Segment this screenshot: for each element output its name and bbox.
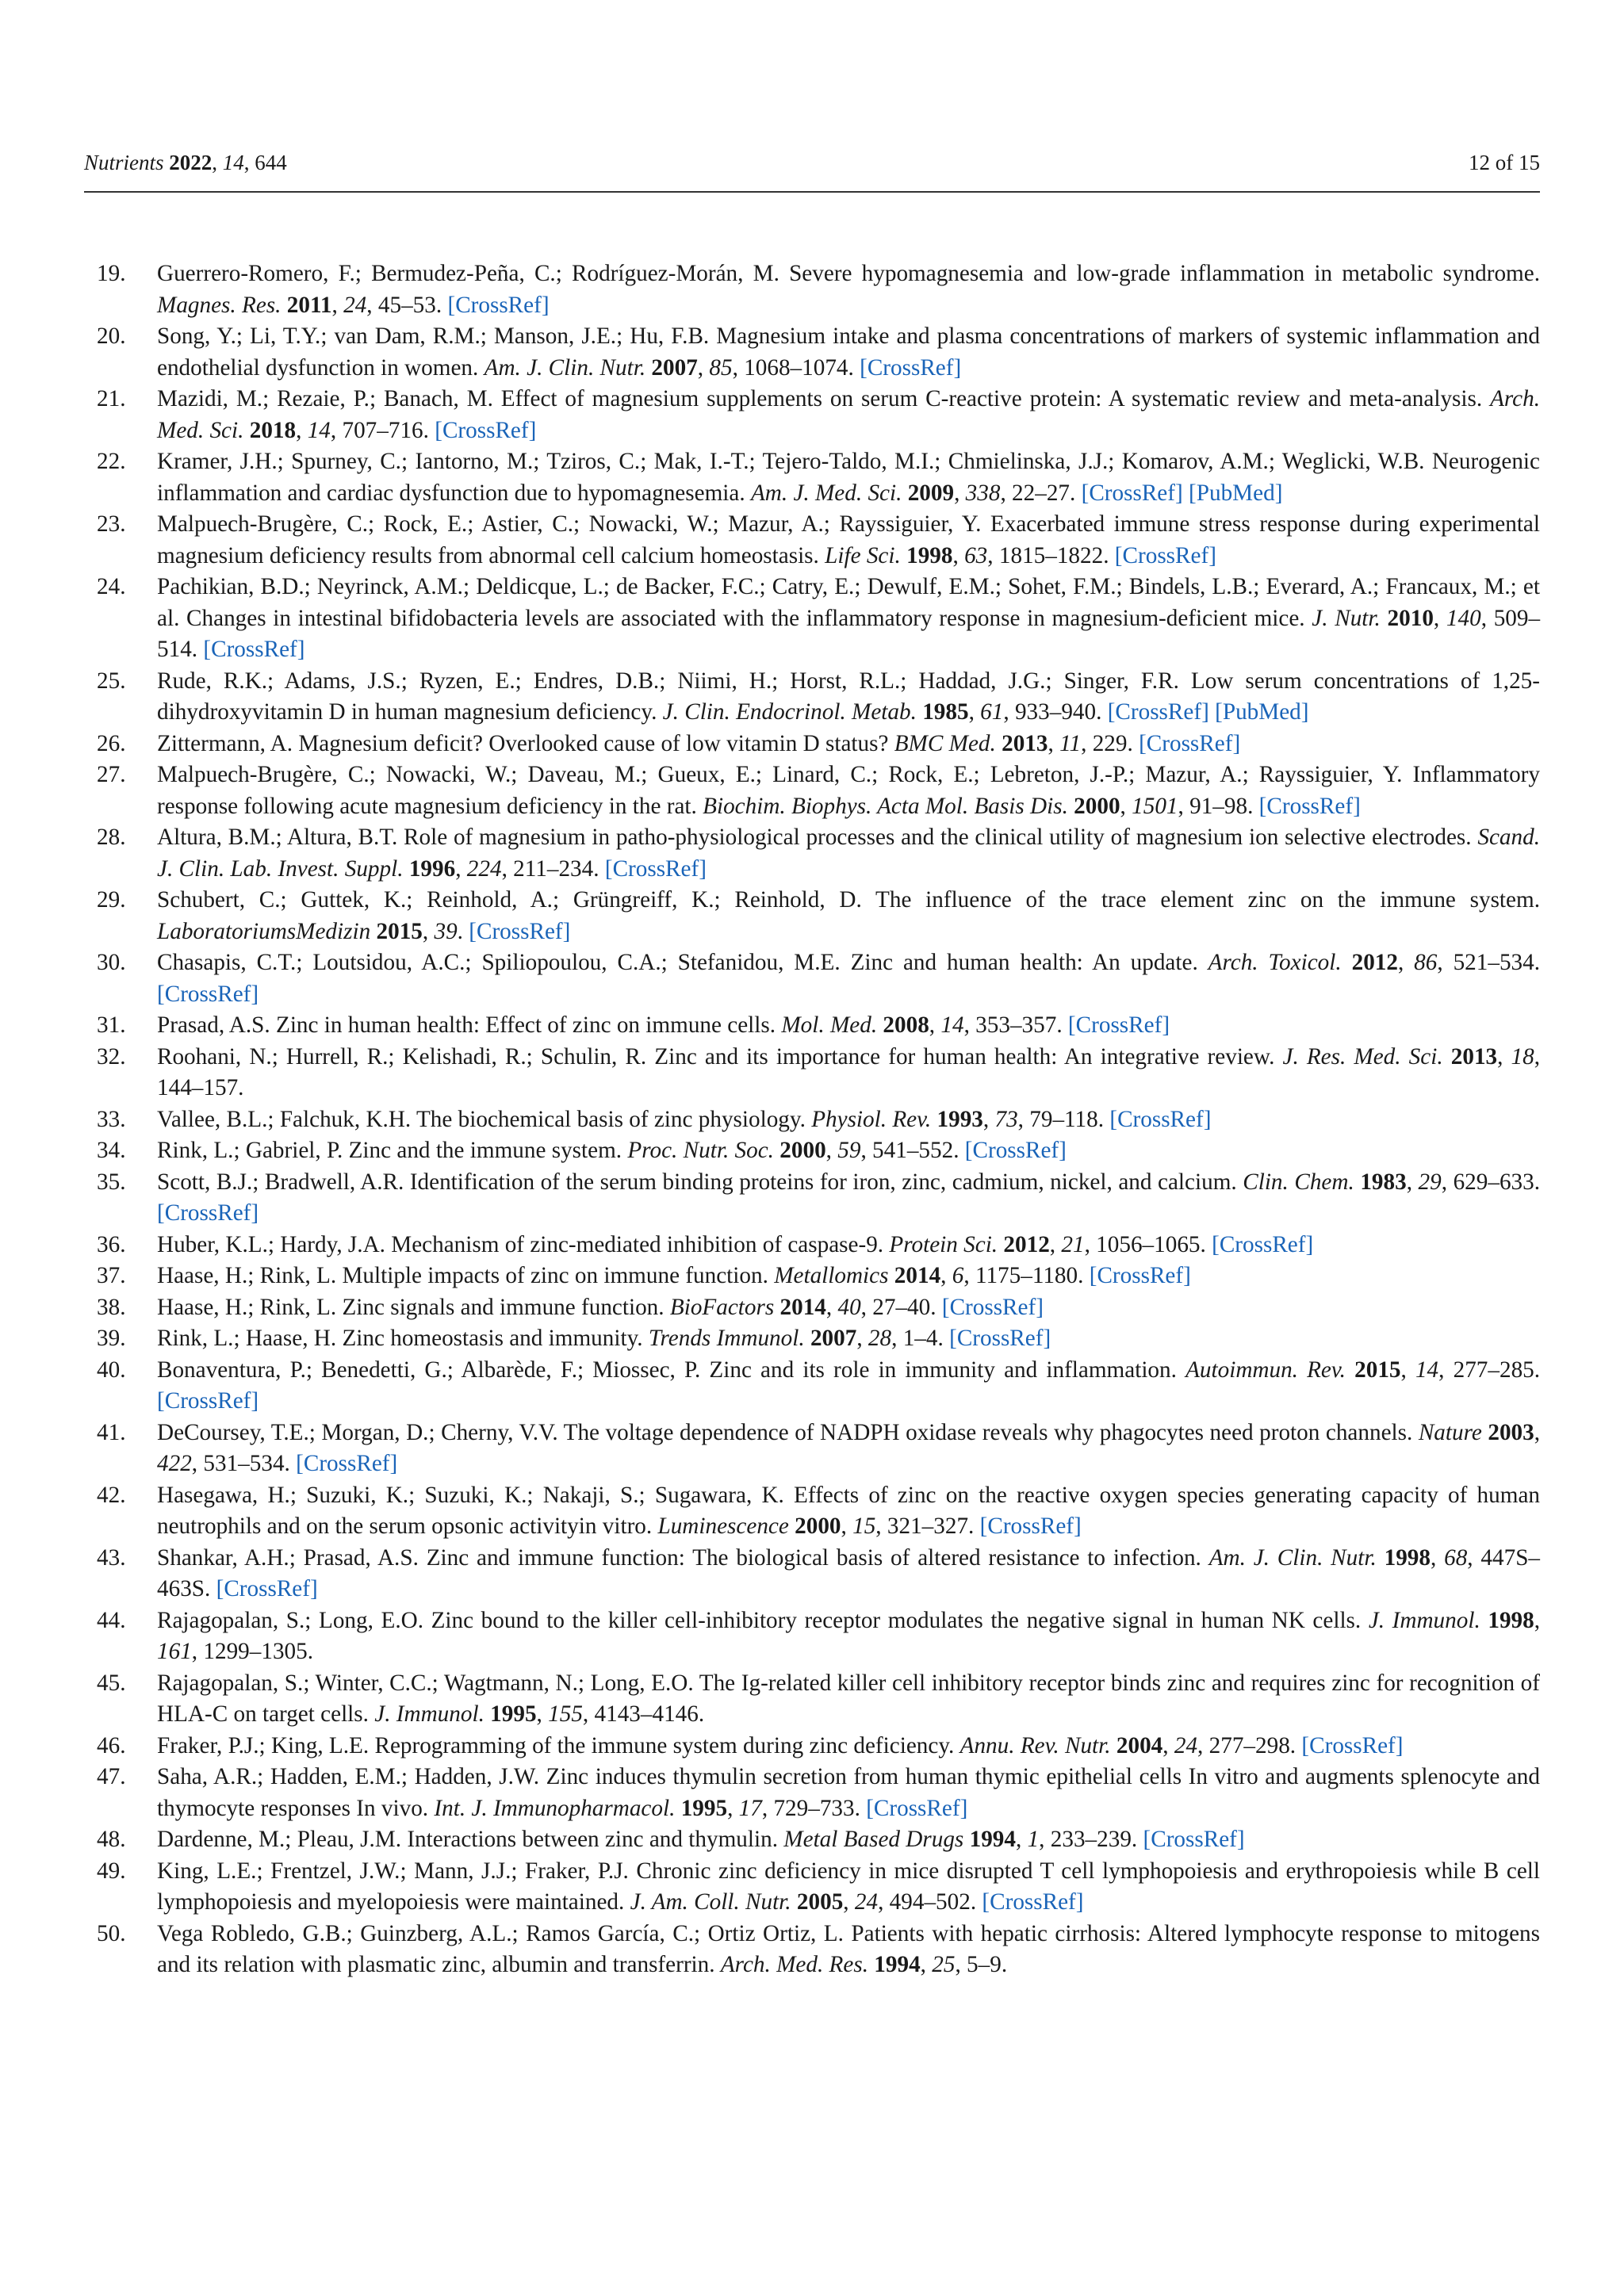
reference-volume: 86 (1414, 950, 1438, 975)
reference-authors-title: Roohani, N.; Hurrell, R.; Kelishadi, R.; Schulin, R. Zinc and its importance for human health: An integrative review. (157, 1043, 1275, 1070)
reference-pages: 27–40. (872, 1294, 936, 1320)
reference-authors-title: Rude, R.K.; Adams, J.S.; Ryzen, E.; Endres, D.B.; Niimi, H.; Horst, R.L.; Haddad, J.G.; Singer, F.R. Low serum concentrations of 1,25-dihydroxyvitamin D in human magnesium deficiency. (157, 668, 1540, 725)
reference-authors-title: Prasad, A.S. Zinc in human health: Effect of zinc on immune cells. (157, 1012, 776, 1038)
crossref-link[interactable]: [CrossRef] (1081, 480, 1183, 506)
reference-volume: 1 (1027, 1827, 1040, 1852)
reference-volume: 11 (1059, 730, 1082, 756)
crossref-link[interactable]: [CrossRef] (1107, 699, 1209, 725)
reference-volume: 15 (852, 1513, 876, 1539)
reference-authors-title: Hasegawa, H.; Suzuki, K.; Suzuki, K.; Nakaji, S.; Sugawara, K. Effects of zinc on the reactive oxygen species generating capacity of human neutrophils and on the serum opsonic activityin vitro. (157, 1482, 1540, 1539)
reference-pages: 22–27. (1012, 480, 1076, 506)
reference-volume: 21 (1061, 1231, 1085, 1257)
crossref-link[interactable]: [CrossRef] (216, 1576, 318, 1601)
reference-pages: 1175–1180. (975, 1263, 1084, 1288)
crossref-link[interactable]: [CrossRef] (469, 918, 571, 944)
reference-authors-title: Huber, K.L.; Hardy, J.A. Mechanism of zinc-mediated inhibition of caspase-9. (157, 1231, 884, 1257)
reference-item: 31. Prasad, A.S. Zinc in human health: Effect of zinc on immune cells. Mol. Med. 2008, 14, 353–357. [CrossRef] (84, 1010, 1540, 1042)
reference-journal: BioFactors (669, 1294, 775, 1320)
reference-pages: 144–157. (157, 1075, 244, 1100)
reference-year: 1993 (936, 1106, 983, 1132)
reference-volume: 40 (837, 1294, 861, 1320)
reference-journal: J. Immunol. (374, 1701, 485, 1727)
reference-volume: 17 (738, 1795, 762, 1821)
reference-journal: Metal Based Drugs (783, 1827, 964, 1852)
reference-journal: Autoimmun. Rev. (1185, 1357, 1346, 1383)
reference-item: 44. Rajagopalan, S.; Long, E.O. Zinc bound to the killer cell-inhibitory receptor modulates the negative signal in human NK cells. J. Immunol. 1998, 161, 1299–1305. (84, 1605, 1540, 1668)
reference-number: 46. (97, 1732, 126, 1758)
reference-journal: Biochim. Biophys. Acta Mol. Basis Dis. (703, 793, 1068, 819)
reference-journal: Annu. Rev. Nutr. (959, 1732, 1111, 1758)
reference-item: 43. Shankar, A.H.; Prasad, A.S. Zinc and immune function: The biological basis of altered resistance to infection. Am. J. Clin. Nutr. 1998, 68, 447S–463S. [CrossRef] (84, 1543, 1540, 1605)
reference-number: 24. (97, 574, 126, 599)
reference-number: 48. (97, 1827, 126, 1852)
crossref-link[interactable]: [CrossRef] (1212, 1231, 1314, 1257)
reference-volume: 59 (837, 1138, 861, 1163)
reference-number: 45. (97, 1670, 126, 1696)
reference-item: 25. Rude, R.K.; Adams, J.S.; Ryzen, E.; Endres, D.B.; Niimi, H.; Horst, R.L.; Haddad, J.G.; Singer, F.R. Low serum concentrations of 1,25-dihydroxyvitamin D in human magnesium deficiency. J. Clin. Endocrinol. Metab. 1985, 61, 933–940. [CrossRef] [PubMed] (84, 666, 1540, 729)
reference-authors-title: Pachikian, B.D.; Neyrinck, A.M.; Deldicque, L.; de Backer, F.C.; Catry, E.; Dewulf, E.M.; Sohet, F.M.; Bindels, L.B.; Everard, A.; Francaux, M.; et al. Changes in intestinal bifidobacteria levels are associated with the inflammatory response in magnesium-deficient mice. (157, 574, 1540, 631)
pubmed-link[interactable]: [PubMed] (1189, 480, 1283, 506)
reference-number: 26. (97, 730, 126, 756)
journal-year: 2022 (169, 151, 213, 174)
reference-item: 40. Bonaventura, P.; Benedetti, G.; Albarède, F.; Miossec, P. Zinc and its role in immunity and inflammation. Autoimmun. Rev. 2015, 14, 277–285. [CrossRef] (84, 1355, 1540, 1418)
reference-pages: 933–940. (1014, 699, 1102, 725)
reference-pages: 233–239. (1050, 1827, 1138, 1852)
reference-volume: 28 (868, 1326, 892, 1351)
reference-authors-title: Schubert, C.; Guttek, K.; Reinhold, A.; Grüngreiff, K.; Reinhold, D. The influence of the trace element zinc on the immune system. (157, 887, 1540, 913)
crossref-link[interactable]: [CrossRef] (982, 1889, 1084, 1915)
reference-year: 2007 (810, 1326, 857, 1351)
reference-journal: Metallomics (774, 1263, 889, 1288)
reference-year: 2011 (286, 292, 332, 318)
reference-journal: Arch. Toxicol. (1208, 950, 1342, 975)
reference-item: 24. Pachikian, B.D.; Neyrinck, A.M.; Deldicque, L.; de Backer, F.C.; Catry, E.; Dewulf, E.M.; Sohet, F.M.; Bindels, L.B.; Everard, A.; Francaux, M.; et al. Changes in intestinal bifidobacteria levels are associated with the inflammatory response in magnesium-deficient mice. J. Nutr. 2010, 140, 509–514. [CrossRef] (84, 572, 1540, 666)
reference-journal: J. Res. Med. Sci. (1282, 1043, 1443, 1070)
reference-year: 2000 (779, 1138, 826, 1163)
reference-year: 2004 (1116, 1732, 1163, 1758)
reference-journal: Mol. Med. (781, 1012, 878, 1038)
reference-pages: 79–118. (1029, 1106, 1105, 1132)
reference-journal: Am. J. Clin. Nutr. (1208, 1544, 1377, 1571)
reference-year: 2005 (796, 1889, 844, 1915)
reference-pages: 211–234. (513, 855, 599, 882)
reference-volume: 61 (980, 699, 1004, 725)
reference-journal: J. Immunol. (1368, 1607, 1480, 1633)
reference-pages: 1–4. (902, 1326, 944, 1351)
header-divider (84, 191, 1540, 193)
reference-volume: 39 (434, 918, 458, 944)
reference-item: 46. Fraker, P.J.; King, L.E. Reprogramming of the immune system during zinc deficiency. Annu. Rev. Nutr. 2004, 24, 277–298. [CrossRef] (84, 1731, 1540, 1762)
reference-item: 37. Haase, H.; Rink, L. Multiple impacts of zinc on immune function. Metallomics 2014, 6, 1175–1180. [CrossRef] (84, 1261, 1540, 1292)
reference-year: 1985 (922, 699, 969, 725)
crossref-link[interactable]: [CrossRef] (964, 1138, 1067, 1163)
reference-authors-title: Zittermann, A. Magnesium deficit? Overlooked cause of low vitamin D status? (157, 730, 889, 756)
reference-volume: 24 (1174, 1732, 1198, 1758)
reference-authors-title: King, L.E.; Frentzel, J.W.; Mann, J.J.; Fraker, P.J. Chronic zinc deficiency in mice disrupted T cell lymphopoiesis and erythropoiesis while B cell lymphopoiesis and myelopoiesis were maintained. (157, 1858, 1540, 1915)
reference-item: 29. Schubert, C.; Guttek, K.; Reinhold, A.; Grüngreiff, K.; Reinhold, D. The influence of the trace element zinc on the immune system. LaboratoriumsMedizin 2015, 39. [CrossRef] (84, 885, 1540, 947)
reference-pages: 1068–1074. (744, 354, 854, 381)
reference-year: 1995 (680, 1795, 728, 1821)
crossref-link[interactable]: [CrossRef] (604, 855, 707, 882)
reference-number: 22. (97, 449, 126, 474)
reference-authors-title: Scott, B.J.; Bradwell, A.R. Identification of the serum binding proteins for iron, zinc, cadmium, nickel, and calcium. (157, 1169, 1237, 1195)
reference-volume: 422 (157, 1451, 192, 1476)
reference-item: 30. Chasapis, C.T.; Loutsidou, A.C.; Spiliopoulou, C.A.; Stefanidou, M.E. Zinc and human health: An update. Arch. Toxicol. 2012, 86, 521–534. [CrossRef] (84, 947, 1540, 1010)
reference-item: 50. Vega Robledo, G.B.; Guinzberg, A.L.; Ramos García, C.; Ortiz Ortiz, L. Patients with hepatic cirrhosis: Altered lymphocyte response to mitogens and its relation with plasmatic zinc, albumin and transferrin. Arch. Med. Res. 1994, 25, 5–9. (84, 1919, 1540, 1981)
reference-item: 39. Rink, L.; Haase, H. Zinc homeostasis and immunity. Trends Immunol. 2007, 28, 1–4. [CrossRef] (84, 1323, 1540, 1355)
crossref-link[interactable]: [CrossRef] (447, 292, 550, 318)
reference-number: 42. (97, 1482, 126, 1508)
reference-number: 40. (97, 1357, 126, 1383)
reference-journal: J. Clin. Endocrinol. Metab. (662, 699, 917, 725)
reference-pages: . (457, 918, 463, 944)
crossref-link[interactable]: [CrossRef] (941, 1294, 1044, 1320)
reference-volume: 14 (307, 417, 331, 443)
crossref-link[interactable]: [CrossRef] (949, 1326, 1051, 1351)
reference-number: 25. (97, 668, 126, 694)
reference-year: 2010 (1387, 605, 1434, 631)
crossref-link[interactable]: [CrossRef] (157, 1388, 259, 1414)
reference-pages: 4143–4146. (594, 1701, 705, 1727)
crossref-link[interactable]: [CrossRef] (860, 354, 962, 381)
reference-number: 44. (97, 1607, 126, 1633)
journal-volume: 14 (222, 151, 244, 174)
reference-year: 1998 (1488, 1607, 1534, 1633)
reference-volume: 338 (965, 480, 1001, 506)
crossref-link[interactable]: [CrossRef] (1114, 542, 1216, 568)
reference-pages: 1299–1305. (203, 1639, 314, 1664)
reference-authors-title: Bonaventura, P.; Benedetti, G.; Albarède, F.; Miossec, P. Zinc and its role in immunity and inflammation. (157, 1357, 1177, 1383)
reference-item: 41. DeCoursey, T.E.; Morgan, D.; Cherny, V.V. The voltage dependence of NADPH oxidase reveals why phagocytes need proton channels. Nature 2003, 422, 531–534. [CrossRef] (84, 1418, 1540, 1480)
reference-authors-title: Vallee, B.L.; Falchuk, K.H. The biochemical basis of zinc physiology. (157, 1106, 806, 1132)
reference-item: 33. Vallee, B.L.; Falchuk, K.H. The biochemical basis of zinc physiology. Physiol. Rev. 1993, 73, 79–118. [CrossRef] (84, 1104, 1540, 1136)
reference-pages: 707–716. (342, 417, 429, 443)
crossref-link[interactable]: [CrossRef] (979, 1513, 1082, 1539)
reference-journal: LaboratoriumsMedizin (157, 918, 371, 944)
reference-number: 30. (97, 950, 126, 975)
reference-year: 1995 (490, 1701, 537, 1727)
reference-year: 2000 (1074, 793, 1120, 819)
reference-year: 2014 (894, 1263, 941, 1288)
reference-number: 32. (97, 1043, 126, 1070)
page-header (84, 151, 1540, 190)
journal-citation: Nutrients 2022, 14, 644 (84, 151, 287, 174)
reference-year: 1994 (969, 1827, 1016, 1852)
reference-item: 47. Saha, A.R.; Hadden, E.M.; Hadden, J.W. Zinc induces thymulin secretion from human thymic epithelial cells In vitro and augments splenocyte and thymocyte responses In vivo. Int. J. Immunopharmacol. 1995, 17, 729–733. [CrossRef] (84, 1762, 1540, 1824)
reference-year: 2014 (779, 1294, 826, 1320)
reference-authors-title: Mazidi, M.; Rezaie, P.; Banach, M. Effect of magnesium supplements on serum C-reactive protein: A systematic review and meta-analysis. (157, 386, 1483, 411)
reference-volume: 14 (1415, 1357, 1439, 1383)
reference-authors-title: Rajagopalan, S.; Long, E.O. Zinc bound to the killer cell-inhibitory receptor modulates the negative signal in human NK cells. (157, 1607, 1362, 1633)
reference-pages: 1815–1822. (998, 542, 1109, 568)
reference-volume: 18 (1511, 1043, 1534, 1070)
reference-volume: 161 (157, 1639, 192, 1664)
crossref-link[interactable]: [CrossRef] (1143, 1827, 1245, 1852)
reference-item: 23. Malpuech-Brugère, C.; Rock, E.; Astier, C.; Nowacki, W.; Mazur, A.; Rayssiguier, Y. Exacerbated immune stress response during experimental magnesium deficiency results from abnormal cell calcium homeostasis. Life Sci. 1998, 63, 1815–1822. [CrossRef] (84, 509, 1540, 572)
reference-year: 2015 (376, 918, 423, 944)
pubmed-link[interactable]: [PubMed] (1215, 699, 1309, 725)
crossref-link[interactable]: [CrossRef] (435, 417, 537, 443)
reference-pages: 321–327. (887, 1513, 975, 1539)
reference-number: 34. (97, 1138, 126, 1163)
reference-pages: 629–633. (1453, 1169, 1541, 1195)
reference-volume: 29 (1418, 1169, 1442, 1195)
reference-number: 39. (97, 1326, 126, 1351)
reference-item: 48. Dardenne, M.; Pleau, J.M. Interactions between zinc and thymulin. Metal Based Drugs 1994, 1, 233–239. [CrossRef] (84, 1824, 1540, 1856)
reference-year: 2013 (1450, 1043, 1498, 1070)
reference-journal: Am. J. Clin. Nutr. (484, 354, 646, 381)
reference-authors-title: Vega Robledo, G.B.; Guinzberg, A.L.; Ramos García, C.; Ortiz Ortiz, L. Patients with hepatic cirrhosis: Altered lymphocyte response to mitogens and its relation with plasmatic zinc, albumin and transferrin. (157, 1920, 1540, 1977)
reference-number: 27. (97, 762, 126, 787)
reference-item: 36. Huber, K.L.; Hardy, J.A. Mechanism of zinc-mediated inhibition of caspase-9. Protein Sci. 2012, 21, 1056–1065. [CrossRef] (84, 1230, 1540, 1261)
reference-journal: Luminescence (657, 1513, 789, 1539)
reference-authors-title: Rink, L.; Haase, H. Zinc homeostasis and immunity. (157, 1326, 643, 1351)
reference-authors-title: Malpuech-Brugère, C.; Rock, E.; Astier, C.; Nowacki, W.; Mazur, A.; Rayssiguier, Y. Exacerbated immune stress response during experimental magnesium deficiency results from abnormal cell calcium homeostasis. (157, 511, 1540, 568)
reference-item: 49. King, L.E.; Frentzel, J.W.; Mann, J.J.; Fraker, P.J. Chronic zinc deficiency in mice disrupted T cell lymphopoiesis and erythropoiesis while B cell lymphopoiesis and myelopoiesis were maintained. J. Am. Coll. Nutr. 2005, 24, 494–502. [CrossRef] (84, 1856, 1540, 1919)
crossref-link[interactable]: [CrossRef] (866, 1795, 968, 1821)
reference-authors-title: Haase, H.; Rink, L. Multiple impacts of zinc on immune function. (157, 1263, 768, 1288)
reference-authors-title: Song, Y.; Li, T.Y.; van Dam, R.M.; Manson, J.E.; Hu, F.B. Magnesium intake and plasma concentrations of markers of systemic inflammation and endothelial dysfunction in women. (157, 323, 1540, 381)
reference-authors-title: DeCoursey, T.E.; Morgan, D.; Cherny, V.V. The voltage dependence of NADPH oxidase reveals why phagocytes need proton channels. (157, 1419, 1413, 1445)
reference-authors-title: Altura, B.M.; Altura, B.T. Role of magnesium in patho-physiological processes and the clinical utility of magnesium ion selective electrodes. (157, 825, 1472, 850)
crossref-link[interactable]: [CrossRef] (1067, 1012, 1170, 1038)
reference-volume: 25 (932, 1952, 956, 1977)
reference-pages: 509–514. (157, 605, 1541, 662)
article-number: 644 (255, 151, 287, 174)
reference-authors-title: Rink, L.; Gabriel, P. Zinc and the immune system. (157, 1138, 622, 1163)
reference-number: 41. (97, 1419, 126, 1445)
reference-journal: Protein Sci. (889, 1231, 998, 1257)
reference-number: 36. (97, 1231, 126, 1257)
reference-journal: J. Nutr. (1312, 605, 1381, 631)
reference-volume: 155 (548, 1701, 583, 1727)
reference-number: 21. (97, 386, 126, 411)
reference-journal: Physiol. Rev. (811, 1106, 932, 1132)
reference-year: 2012 (1351, 950, 1398, 975)
reference-number: 43. (97, 1544, 126, 1571)
reference-volume: 24 (343, 292, 367, 318)
reference-number: 38. (97, 1294, 126, 1320)
reference-number: 19. (97, 261, 126, 286)
reference-year: 1996 (408, 855, 456, 882)
crossref-link[interactable]: [CrossRef] (296, 1451, 398, 1476)
reference-authors-title: Haase, H.; Rink, L. Zinc signals and immune function. (157, 1294, 665, 1320)
reference-year: 1994 (874, 1952, 921, 1977)
reference-number: 33. (97, 1106, 126, 1132)
reference-number: 50. (97, 1920, 126, 1946)
reference-journal: Scand. J. Clin. Lab. Invest. Suppl. (157, 825, 1540, 882)
reference-authors-title: Saha, A.R.; Hadden, E.M.; Hadden, J.W. Zinc induces thymulin secretion from human thymic epithelial cells In vitro and augments splenocyte and thymocyte responses In vivo. (157, 1764, 1540, 1821)
reference-number: 49. (97, 1858, 126, 1884)
reference-journal: Arch. Med. Sci. (157, 386, 1541, 443)
reference-volume: 140 (1446, 605, 1481, 631)
reference-volume: 24 (854, 1889, 879, 1915)
reference-item: 21. Mazidi, M.; Rezaie, P.; Banach, M. Effect of magnesium supplements on serum C-reactive protein: A systematic review and meta-analysis. Arch. Med. Sci. 2018, 14, 707–716. [CrossRef] (84, 384, 1540, 446)
reference-authors-title: Dardenne, M.; Pleau, J.M. Interactions between zinc and thymulin. (157, 1827, 778, 1852)
reference-item: 28. Altura, B.M.; Altura, B.T. Role of magnesium in patho-physiological processes and the clinical utility of magnesium ion selective electrodes. Scand. J. Clin. Lab. Invest. Suppl. 1996, 224, 211–234. [CrossRef] (84, 822, 1540, 885)
crossref-link[interactable]: [CrossRef] (157, 981, 259, 1007)
reference-volume: 224 (466, 855, 502, 882)
reference-volume: 68 (1444, 1544, 1468, 1571)
reference-item: 32. Roohani, N.; Hurrell, R.; Kelishadi, R.; Schulin, R. Zinc and its importance for human health: An integrative review. J. Res. Med. Sci. 2013, 18, 144–157. (84, 1042, 1540, 1104)
reference-pages: 91–98. (1189, 793, 1254, 819)
reference-authors-title: Fraker, P.J.; King, L.E. Reprogramming of the immune system during zinc deficiency. (157, 1732, 955, 1758)
reference-item: 38. Haase, H.; Rink, L. Zinc signals and immune function. BioFactors 2014, 40, 27–40. [CrossRef] (84, 1292, 1540, 1324)
reference-pages: 494–502. (889, 1889, 977, 1915)
reference-authors-title: Malpuech-Brugère, C.; Nowacki, W.; Daveau, M.; Gueux, E.; Linard, C.; Rock, E.; Lebreton, J.-P.; Mazur, A.; Rayssiguier, Y. Inflammatory response following acute magnesium deficiency in the rat. (157, 762, 1540, 819)
reference-volume: 73 (994, 1106, 1018, 1132)
reference-pages: 541–552. (872, 1138, 959, 1163)
reference-year: 2008 (883, 1012, 929, 1038)
crossref-link[interactable]: [CrossRef] (1139, 730, 1241, 756)
crossref-link[interactable]: [CrossRef] (1301, 1732, 1404, 1758)
reference-authors-title: Chasapis, C.T.; Loutsidou, A.C.; Spiliopoulou, C.A.; Stefanidou, M.E. Zinc and human health: An update. (157, 950, 1198, 975)
reference-pages: 5–9. (967, 1952, 1008, 1977)
reference-item: 27. Malpuech-Brugère, C.; Nowacki, W.; Daveau, M.; Gueux, E.; Linard, C.; Rock, E.; Lebreton, J.-P.; Mazur, A.; Rayssiguier, Y. Inflammatory response following acute magnesium deficiency in the rat. Biochim. Biophys. Acta Mol. Basis Dis. 2000, 1501, 91–98. [CrossRef] (84, 760, 1540, 822)
reference-number: 23. (97, 511, 126, 537)
reference-list (84, 258, 1540, 1981)
reference-year: 2015 (1354, 1357, 1401, 1383)
reference-journal: BMC Med. (894, 730, 996, 756)
reference-authors-title: Shankar, A.H.; Prasad, A.S. Zinc and immune function: The biological basis of altered resistance to infection. (157, 1544, 1201, 1571)
reference-number: 28. (97, 825, 126, 850)
crossref-link[interactable]: [CrossRef] (203, 637, 305, 662)
reference-authors-title: Guerrero-Romero, F.; Bermudez-Peña, C.; Rodríguez-Morán, M. Severe hypomagnesemia and low-grade inflammation in metabolic syndrome. (157, 261, 1540, 286)
reference-year: 2009 (907, 480, 955, 506)
reference-item: 20. Song, Y.; Li, T.Y.; van Dam, R.M.; Manson, J.E.; Hu, F.B. Magnesium intake and plasma concentrations of markers of systemic inflammation and endothelial dysfunction in women. Am. J. Clin. Nutr. 2007, 85, 1068–1074. [CrossRef] (84, 321, 1540, 384)
reference-year: 2007 (651, 354, 698, 381)
reference-number: 37. (97, 1263, 126, 1288)
reference-pages: 1056–1065. (1096, 1231, 1206, 1257)
reference-number: 29. (97, 887, 126, 913)
reference-authors-title: Kramer, J.H.; Spurney, C.; Iantorno, M.; Tziros, C.; Mak, I.-T.; Tejero-Taldo, M.I.; Chmielinska, J.J.; Komarov, A.M.; Weglicki, W.B. Neurogenic inflammation and cardiac dysfunction due to hypomagnesemia. (157, 449, 1540, 506)
reference-volume: 63 (964, 542, 988, 568)
reference-journal: J. Am. Coll. Nutr. (630, 1889, 791, 1915)
reference-journal: Arch. Med. Res. (720, 1952, 868, 1977)
reference-number: 47. (97, 1764, 126, 1789)
reference-volume: 14 (940, 1012, 964, 1038)
reference-journal: Life Sci. (825, 542, 901, 568)
reference-pages: 521–534. (1453, 950, 1541, 975)
reference-item: 22. Kramer, J.H.; Spurney, C.; Iantorno, M.; Tziros, C.; Mak, I.-T.; Tejero-Taldo, M.I.; Chmielinska, J.J.; Komarov, A.M.; Weglicki, W.B. Neurogenic inflammation and cardiac dysfunction due to hypomagnesemia. Am. J. Med. Sci. 2009, 338, 22–27. [CrossRef] [PubMed] (84, 446, 1540, 509)
reference-journal: Trends Immunol. (648, 1326, 805, 1351)
reference-pages: 277–285. (1453, 1357, 1541, 1383)
reference-journal: Magnes. Res. (157, 292, 282, 318)
reference-pages: 729–733. (773, 1795, 860, 1821)
reference-pages: 353–357. (975, 1012, 1063, 1038)
reference-pages: 531–534. (203, 1451, 290, 1476)
reference-volume: 6 (952, 1263, 964, 1288)
reference-volume: 1501 (1132, 793, 1178, 819)
reference-year: 2003 (1488, 1419, 1534, 1445)
reference-item: 26. Zittermann, A. Magnesium deficit? Overlooked cause of low vitamin D status? BMC Med. 2013, 11, 229. [CrossRef] (84, 729, 1540, 760)
reference-item: 34. Rink, L.; Gabriel, P. Zinc and the immune system. Proc. Nutr. Soc. 2000, 59, 541–552. [CrossRef] (84, 1135, 1540, 1167)
crossref-link[interactable]: [CrossRef] (157, 1200, 259, 1226)
reference-pages: 447S–463S. (157, 1544, 1541, 1601)
reference-number: 31. (97, 1012, 126, 1038)
reference-journal: Nature (1418, 1419, 1482, 1445)
reference-volume: 85 (709, 354, 733, 381)
reference-year: 2000 (795, 1513, 841, 1539)
reference-item: 42. Hasegawa, H.; Suzuki, K.; Suzuki, K.; Nakaji, S.; Sugawara, K. Effects of zinc on the reactive oxygen species generating capacity of human neutrophils and on the serum opsonic activityin vitro. Luminescence 2000, 15, 321–327. [CrossRef] (84, 1480, 1540, 1543)
reference-year: 2012 (1003, 1231, 1050, 1257)
reference-number: 20. (97, 323, 126, 349)
reference-journal: Am. J. Med. Sci. (750, 480, 902, 506)
reference-pages: 229. (1092, 730, 1133, 756)
reference-pages: 277–298. (1208, 1732, 1297, 1758)
reference-year: 1983 (1360, 1169, 1407, 1195)
reference-item: 45. Rajagopalan, S.; Winter, C.C.; Wagtmann, N.; Long, E.O. The Ig-related killer cell inhibitory receptor binds zinc and requires zinc for recognition of HLA-C on target cells. J. Immunol. 1995, 155, 4143–4146. (84, 1668, 1540, 1731)
reference-item: 19. Guerrero-Romero, F.; Bermudez-Peña, C.; Rodríguez-Morán, M. Severe hypomagnesemia and low-grade inflammation in metabolic syndrome. Magnes. Res. 2011, 24, 45–53. [CrossRef] (84, 258, 1540, 321)
reference-journal: Proc. Nutr. Soc. (627, 1138, 774, 1163)
crossref-link[interactable]: [CrossRef] (1089, 1263, 1191, 1288)
crossref-link[interactable]: [CrossRef] (1258, 793, 1361, 819)
reference-year: 2018 (249, 417, 297, 443)
reference-pages: 45–53. (377, 292, 442, 318)
reference-year: 1998 (1384, 1544, 1431, 1571)
crossref-link[interactable]: [CrossRef] (1109, 1106, 1212, 1132)
page-number: 12 of 15 (1469, 151, 1540, 174)
reference-year: 2013 (1002, 730, 1048, 756)
reference-item: 35. Scott, B.J.; Bradwell, A.R. Identification of the serum binding proteins for iron, zinc, cadmium, nickel, and calcium. Clin. Chem. 1983, 29, 629–633. [CrossRef] (84, 1167, 1540, 1230)
reference-journal: Int. J. Immunopharmacol. (434, 1795, 676, 1821)
reference-year: 1998 (906, 542, 953, 568)
reference-authors-title: Rajagopalan, S.; Winter, C.C.; Wagtmann, N.; Long, E.O. The Ig-related killer cell inhibitory receptor binds zinc and requires zinc for recognition of HLA-C on target cells. (157, 1670, 1540, 1727)
reference-number: 35. (97, 1169, 126, 1195)
reference-journal: Clin. Chem. (1243, 1169, 1354, 1195)
journal-name: Nutrients (84, 151, 164, 174)
